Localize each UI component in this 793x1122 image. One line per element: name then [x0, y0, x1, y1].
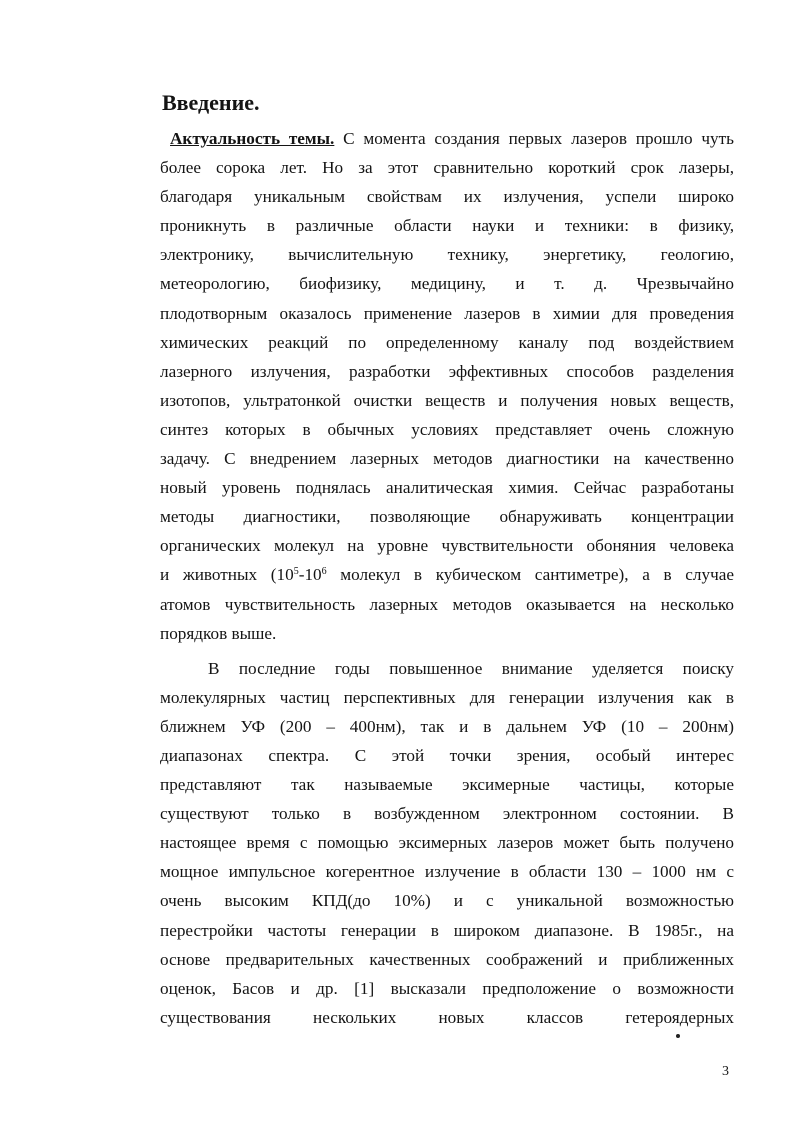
text-line: новый уровень поднялась аналитическая химия. Сейчас разработаны [160, 478, 734, 498]
section-heading: Введение. [162, 90, 260, 115]
text-line: более сорока лет. Но за этот сравнительно короткий срок лазеры, [160, 158, 734, 178]
scan-speck [676, 1034, 680, 1038]
text-line: изотопов, ультратонкой очистки веществ и получения новых веществ, [160, 390, 734, 410]
text-line: задачу. С внедрением лазерных методов диагностики на качественно [160, 449, 734, 469]
text-line: диапазонах спектра. С этой точки зрения, особый интерес [160, 745, 734, 765]
text-line: представляют так называемые эксимерные частицы, которые [160, 775, 734, 795]
text-line: синтез которых в обычных условиях представляет очень сложную [160, 419, 734, 439]
text-line: плодотворным оказалось применение лазеров в химии для проведения [160, 303, 734, 323]
text-line: очень высоким КПД(до 10%) и с уникальной возможностью [160, 891, 734, 911]
text-line: атомов чувствительность лазерных методов оказывается на несколько [160, 594, 734, 614]
text-line: существуют только в возбужденном электронном состоянии. В [160, 804, 734, 824]
text-line: и животных ($10^5-10^6$ молекул в кубическом сантиметре), а в случае [160, 565, 734, 585]
page-number: 3 [722, 1064, 729, 1079]
text-line: проникнуть в различные области науки и техники: в физику, [160, 216, 734, 236]
text-line: молекулярных частиц перспективных для генерации излучения как в [160, 687, 734, 707]
text-line: перестройки частоты генерации в широком диапазоне. В 1985г., на [160, 920, 734, 940]
text-line: порядков выше. [160, 623, 277, 643]
text-line: мощное импульсное когерентное излучение в области 130 – 1000 нм с [160, 862, 734, 882]
superscript: 5 [293, 566, 299, 578]
text-line: химических реакций по определенному каналу под воздействием [160, 332, 734, 352]
text-line: оценок, Басов и др. [1] высказали предположение о возможности [160, 978, 734, 998]
text-line: благодаря уникальным свойствам их излучения, успели широко [160, 187, 734, 207]
topic-label: Актуальность темы. [170, 129, 335, 148]
text-line: электронику, вычислительную технику, энергетику, геологию, [160, 245, 734, 265]
text-line: методы диагностики, позволяющие обнаруживать концентрации [160, 507, 734, 527]
text-line: метеорологию, биофизику, медицину, и т. д. Чрезвычайно [160, 274, 734, 294]
text-line: ближнем УФ (200 – 400нм), так и в дальнем УФ (10 – 200нм) [160, 716, 734, 736]
text-line: В последние годы повышенное внимание уделяется поиску [208, 658, 734, 678]
text-line: Актуальность темы. С момента создания первых лазеров прошло чуть [170, 129, 734, 148]
text-line: органических молекул на уровне чувствительности обоняния человека [160, 536, 734, 556]
body-text [160, 124, 734, 1032]
text-line: настоящее время с помощью эксимерных лазеров может быть получено [160, 833, 734, 853]
text-line: основе предварительных качественных соображений и приближенных [160, 949, 734, 969]
superscript: 6 [321, 566, 327, 578]
text-line: лазерного излучения, разработки эффективных способов разделения [160, 361, 734, 381]
text-line: существования нескольких новых классов гетероядерных [160, 1007, 734, 1027]
